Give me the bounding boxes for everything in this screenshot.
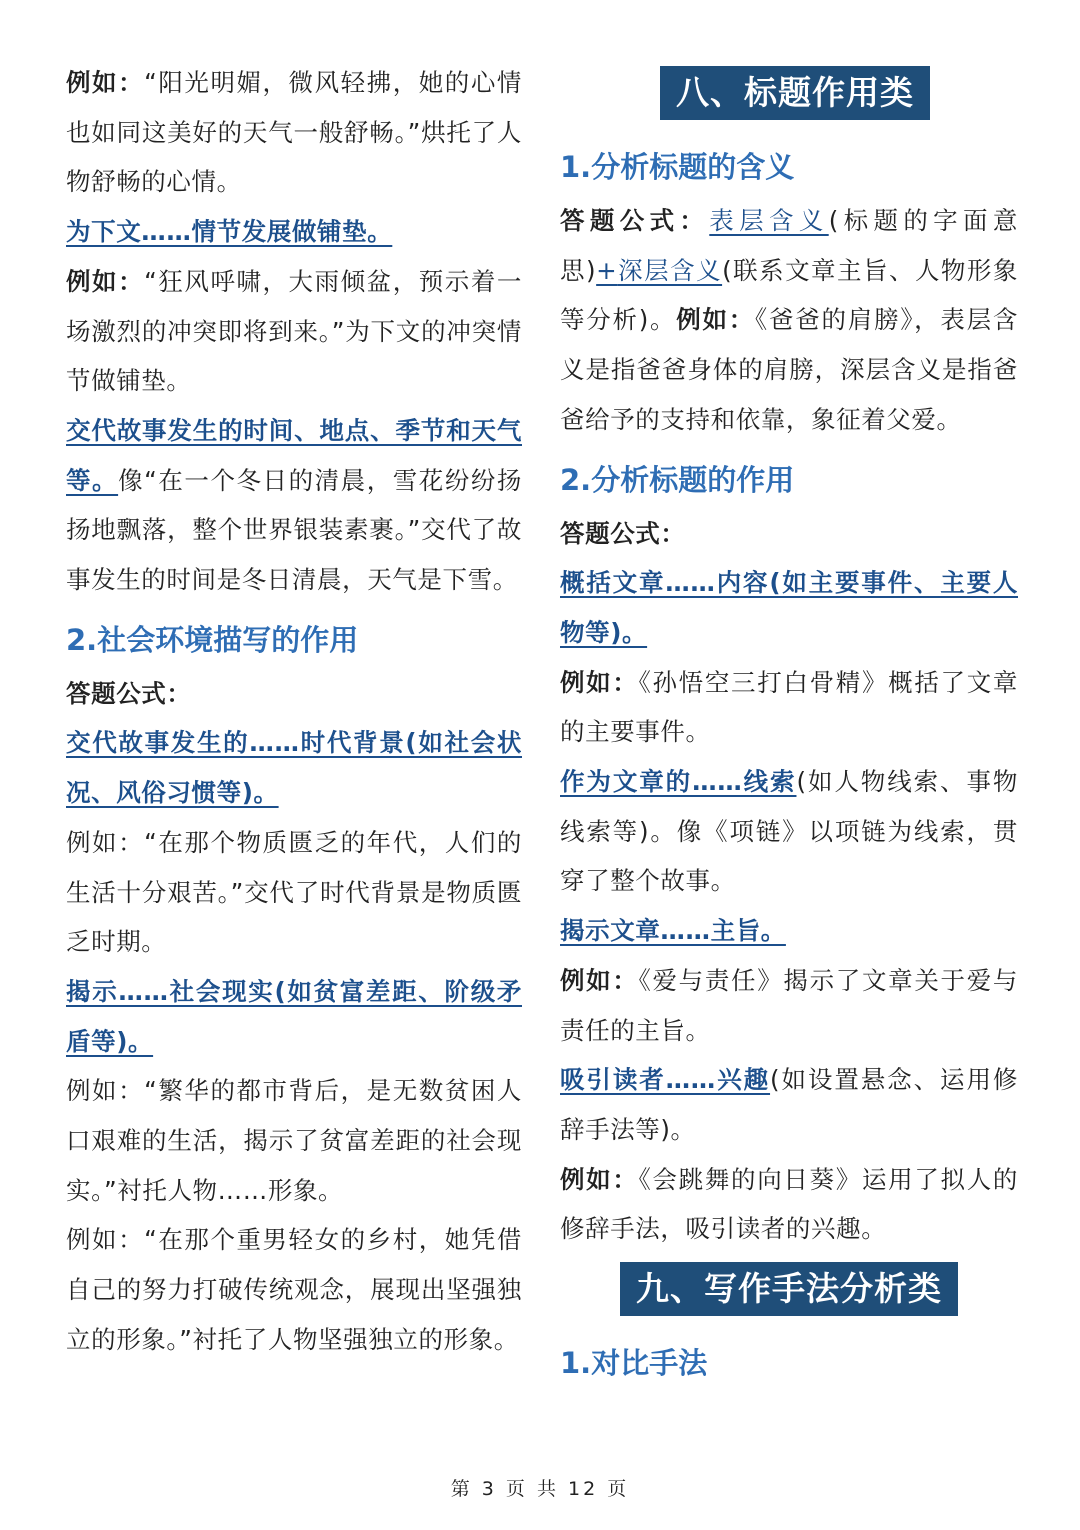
plus-sign: + (596, 255, 618, 285)
example-label: 例如： (66, 68, 145, 97)
paragraph (66, 718, 522, 817)
paragraph: 例如：“在那个物质匮乏的年代，人们的生活十分艰苦。”交代了时代背景是物质匮乏时期。 (66, 827, 522, 957)
paragraph (66, 669, 522, 719)
paragraph (560, 757, 1018, 906)
key-point-link: 作为文章的……线索 (560, 767, 797, 797)
paragraph (560, 956, 1018, 1055)
right-column (560, 58, 1018, 1392)
paragraph (560, 658, 1018, 757)
example-label: 例如： (66, 266, 145, 296)
example-label: 例如： (560, 667, 639, 697)
paragraph (560, 906, 1018, 956)
paragraph (66, 967, 522, 1066)
paragraph-text: (如设置悬念、运用修辞手法等)。 (560, 1065, 1018, 1144)
paragraph-text: 像“在一个冬日的清晨，雪花纷纷扬扬地飘落，整个世界银装素裹。”交代了故事发生的时间是冬日清晨，天气是下雪。 (66, 465, 523, 595)
key-point-link: 为下文……情节发展做铺垫。 (66, 217, 393, 247)
section-heading: 1.对比手法 (560, 1346, 708, 1381)
key-point-link: 揭示文章……主旨。 (560, 916, 786, 946)
section-heading: 2.分析标题的作用 (560, 462, 795, 497)
formula-label: 答题公式： (560, 206, 710, 235)
paragraph-text: (如人物线索、事物线索等)。像《项链》以项链为线索，贯穿了整个故事。 (560, 767, 1018, 896)
key-point-link: 概括文章……内容(如主要事件、主要人物等)。 (560, 568, 1018, 647)
paragraph-text: (联系文章主旨、人物形象等分析)。 (560, 255, 1018, 335)
paragraph-text: (标题的字面意思) (560, 206, 1018, 285)
key-point-link: 深层含义 (617, 255, 723, 285)
left-column (66, 58, 522, 1365)
key-point-link: 表层含义 (709, 206, 829, 235)
key-point-link: 交代故事发生的时间、地点、季节和天气等。 (66, 415, 522, 495)
paragraph (66, 58, 522, 207)
example-label: 例如： (560, 965, 639, 995)
section-banner: 八、标题作用类 (660, 66, 930, 120)
paragraph: 例如：“在那个重男轻女的乡村，她凭借自己的努力打破传统观念，展现出坚强独立的形象。”衬托了人物坚强独立的形象。 (66, 1225, 522, 1354)
paragraph (560, 1155, 1018, 1254)
page-number-footer: 第 3 页 共 12 页 (450, 1478, 630, 1500)
paragraph (560, 1055, 1018, 1154)
paragraph (560, 558, 1018, 657)
section-heading: 2.社会环境描写的作用 (66, 622, 359, 657)
key-point-link: 揭示……社会现实(如贫富差距、阶级矛盾等)。 (66, 976, 522, 1056)
example-label: 例如： (676, 305, 755, 335)
section-banner: 九、写作手法分析类 (620, 1262, 958, 1316)
formula-label: 答题公式： (560, 518, 686, 548)
section-heading: 1.分析标题的含义 (560, 150, 795, 184)
example-text: 《爱与责任》揭示了文章关于爱与责任的主旨。 (560, 965, 1018, 1045)
paragraph (66, 406, 522, 605)
example-text: 《孙悟空三打白骨精》概括了文章的主要事件。 (560, 667, 1018, 747)
example-label: 例如： (560, 1164, 639, 1194)
paragraph (66, 207, 522, 257)
example-text: “阳光明媚，微风轻拂，她的心情也如同这美好的天气一般舒畅。”烘托了人物舒畅的心情。 (66, 68, 522, 197)
example-text: “狂风呼啸，大雨倾盆，预示着一场激烈的冲突即将到来。”为下文的冲突情节做铺垫。 (66, 266, 522, 396)
paragraph (66, 257, 522, 406)
key-point-link: 吸引读者……兴趣 (560, 1065, 771, 1095)
paragraph (560, 509, 1018, 559)
paragraph (560, 196, 1018, 445)
example-text: 《会跳舞的向日葵》运用了拟人的修辞手法，吸引读者的兴趣。 (560, 1164, 1018, 1244)
formula-label: 答题公式： (66, 678, 192, 708)
key-point-link: 交代故事发生的……时代背景(如社会状况、风俗习惯等)。 (66, 728, 522, 808)
example-text: 《爸爸的肩膀》，表层含义是指爸爸身体的肩膀，深层含义是指爸爸给予的支持和依靠，象征着父爱。 (560, 305, 1018, 434)
paragraph: 例如：“繁华的都市背后，是无数贫困人口艰难的生活，揭示了贫富差距的社会现实。”衬托人物……形象。 (66, 1076, 522, 1205)
